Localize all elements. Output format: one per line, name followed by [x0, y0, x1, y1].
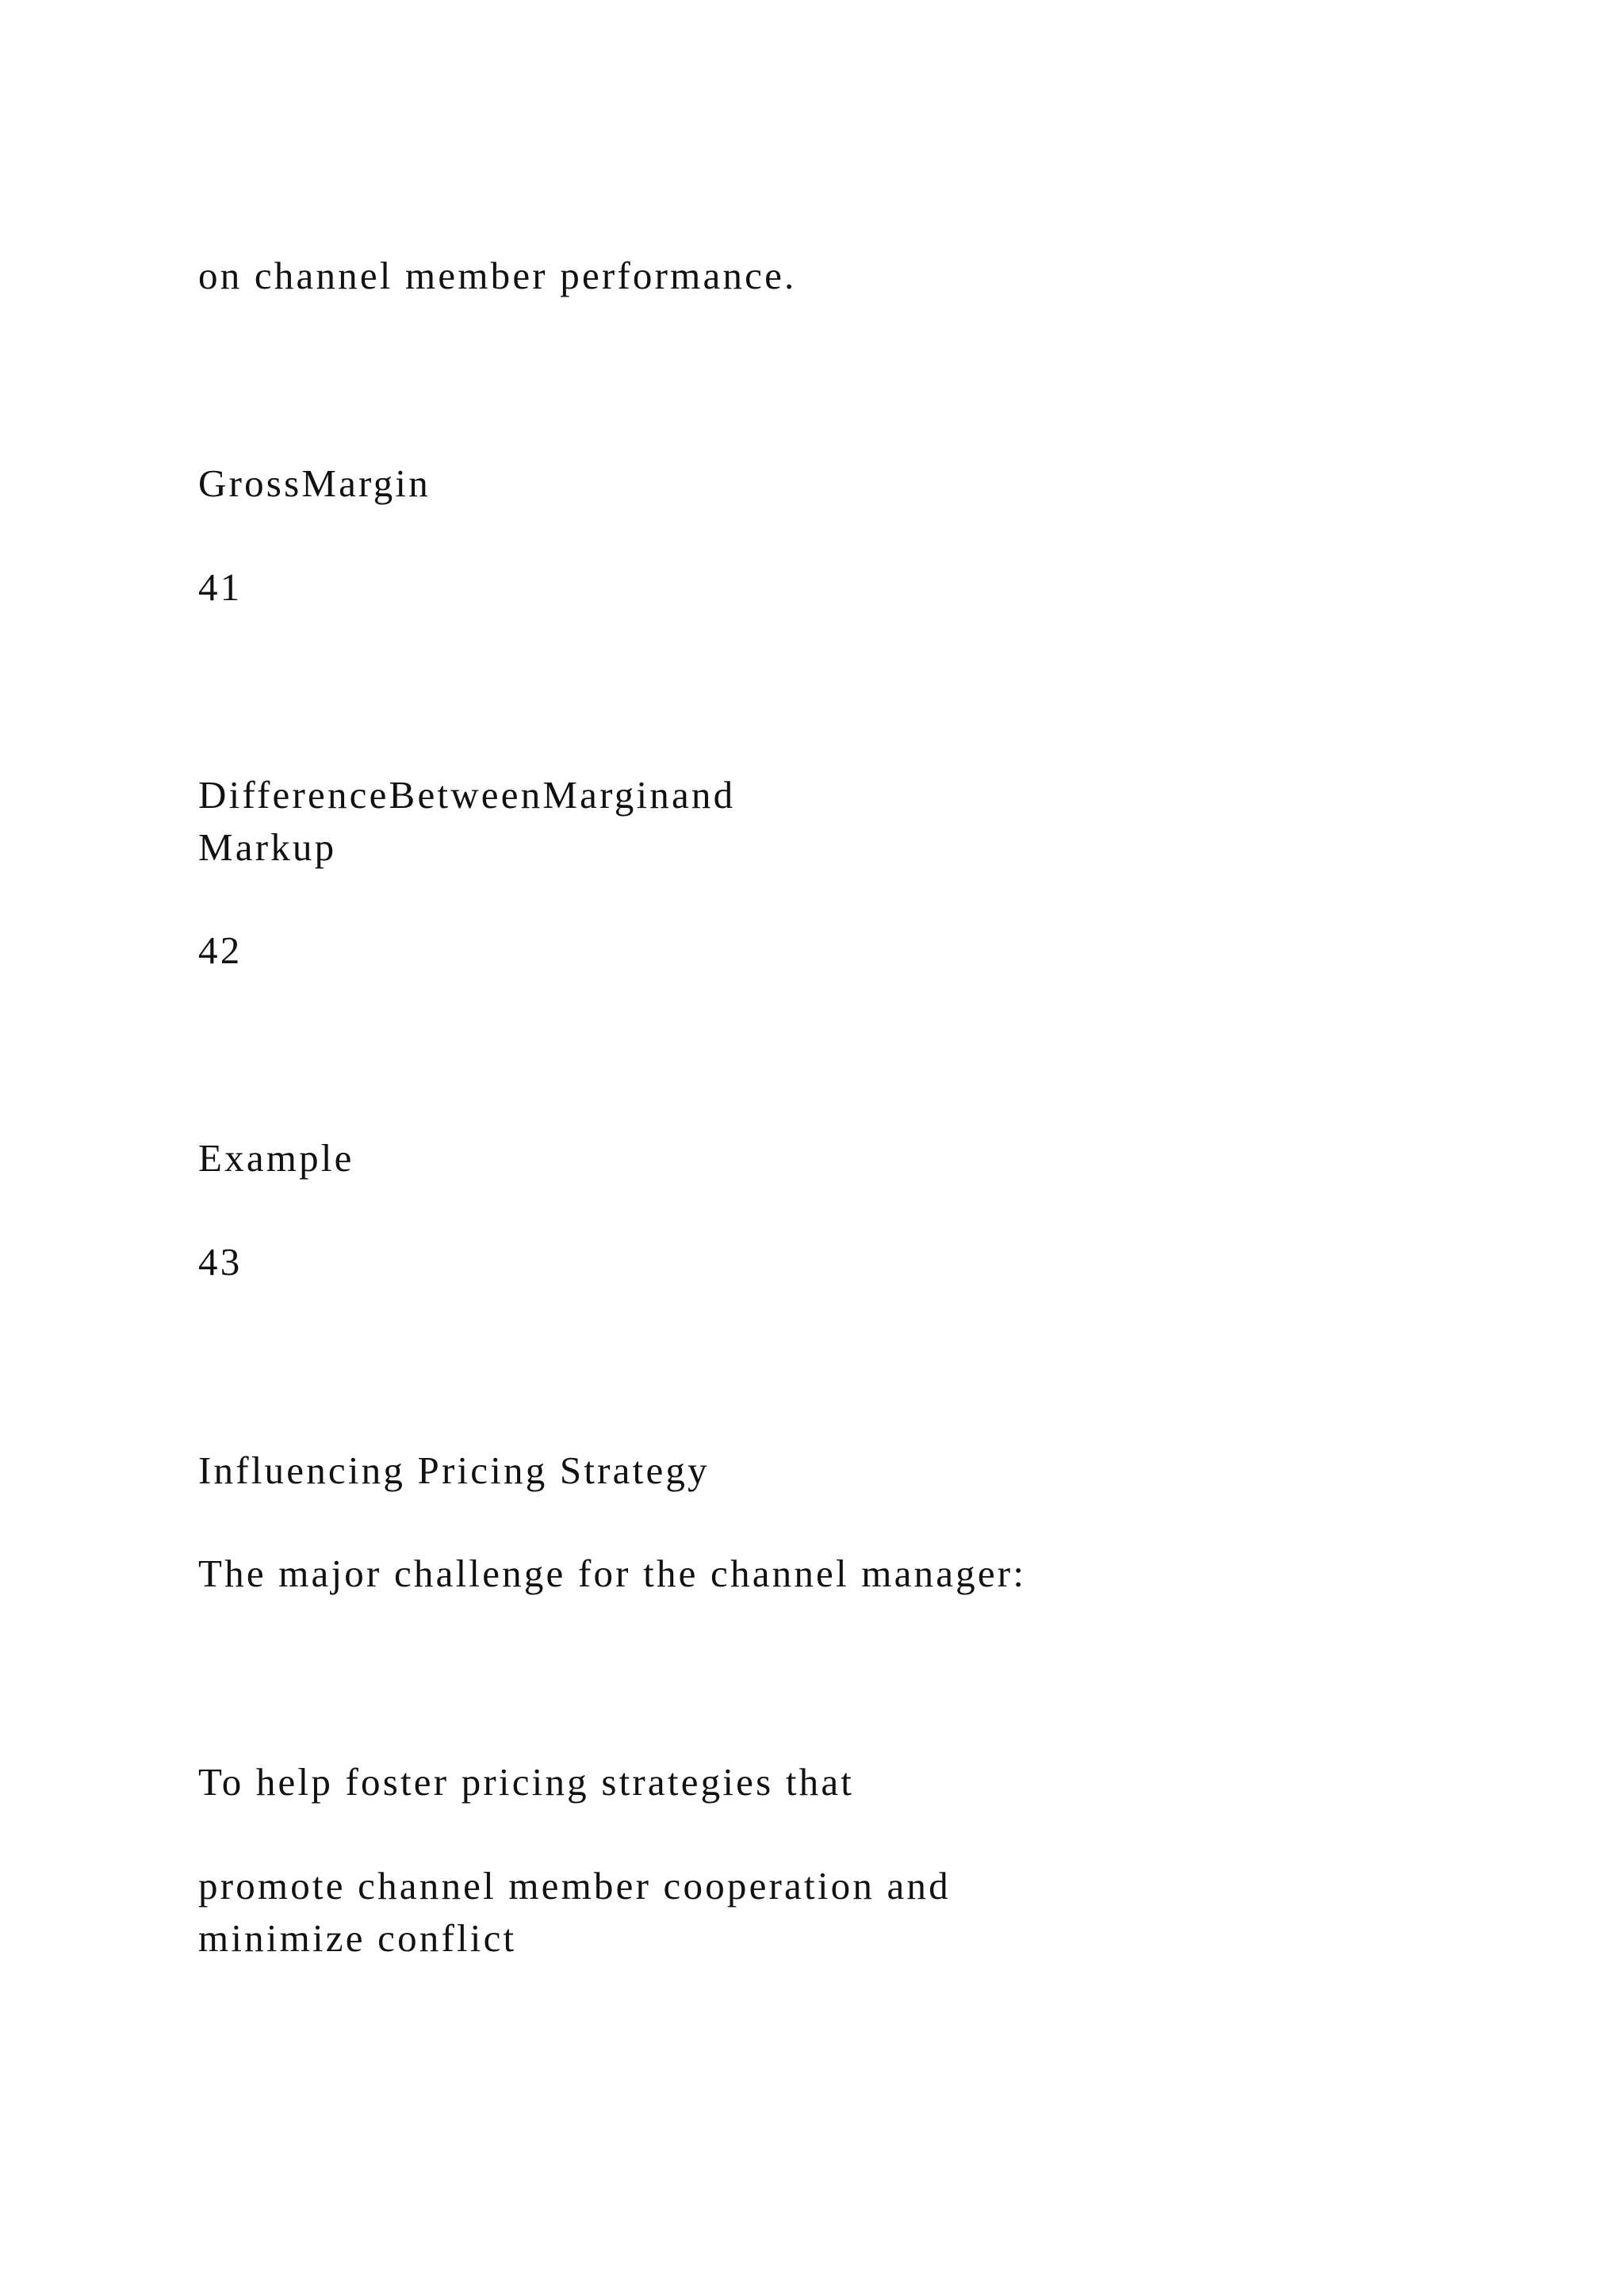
slide-number-42: 42: [198, 928, 243, 972]
slide-number-41: 41: [198, 565, 243, 609]
slide-title-gross-margin: GrossMargin: [198, 461, 431, 505]
body-text-line: promote channel member cooperation and: [198, 1864, 951, 1908]
slide-title-margin-markup: DifferenceBetweenMarginand: [198, 773, 736, 817]
body-text-line: minimize conflict: [198, 1916, 517, 1960]
body-text-line: The major challenge for the channel manager:: [198, 1552, 1027, 1595]
slide-title-example: Example: [198, 1136, 354, 1180]
body-text-line: To help foster pricing strategies that: [198, 1760, 855, 1804]
slide-title-markup-continuation: Markup: [198, 825, 337, 869]
slide-title-influencing-pricing: Influencing Pricing Strategy: [198, 1448, 710, 1492]
slide-number-43: 43: [198, 1240, 243, 1284]
text-line-continuation: on channel member performance.: [198, 254, 797, 297]
